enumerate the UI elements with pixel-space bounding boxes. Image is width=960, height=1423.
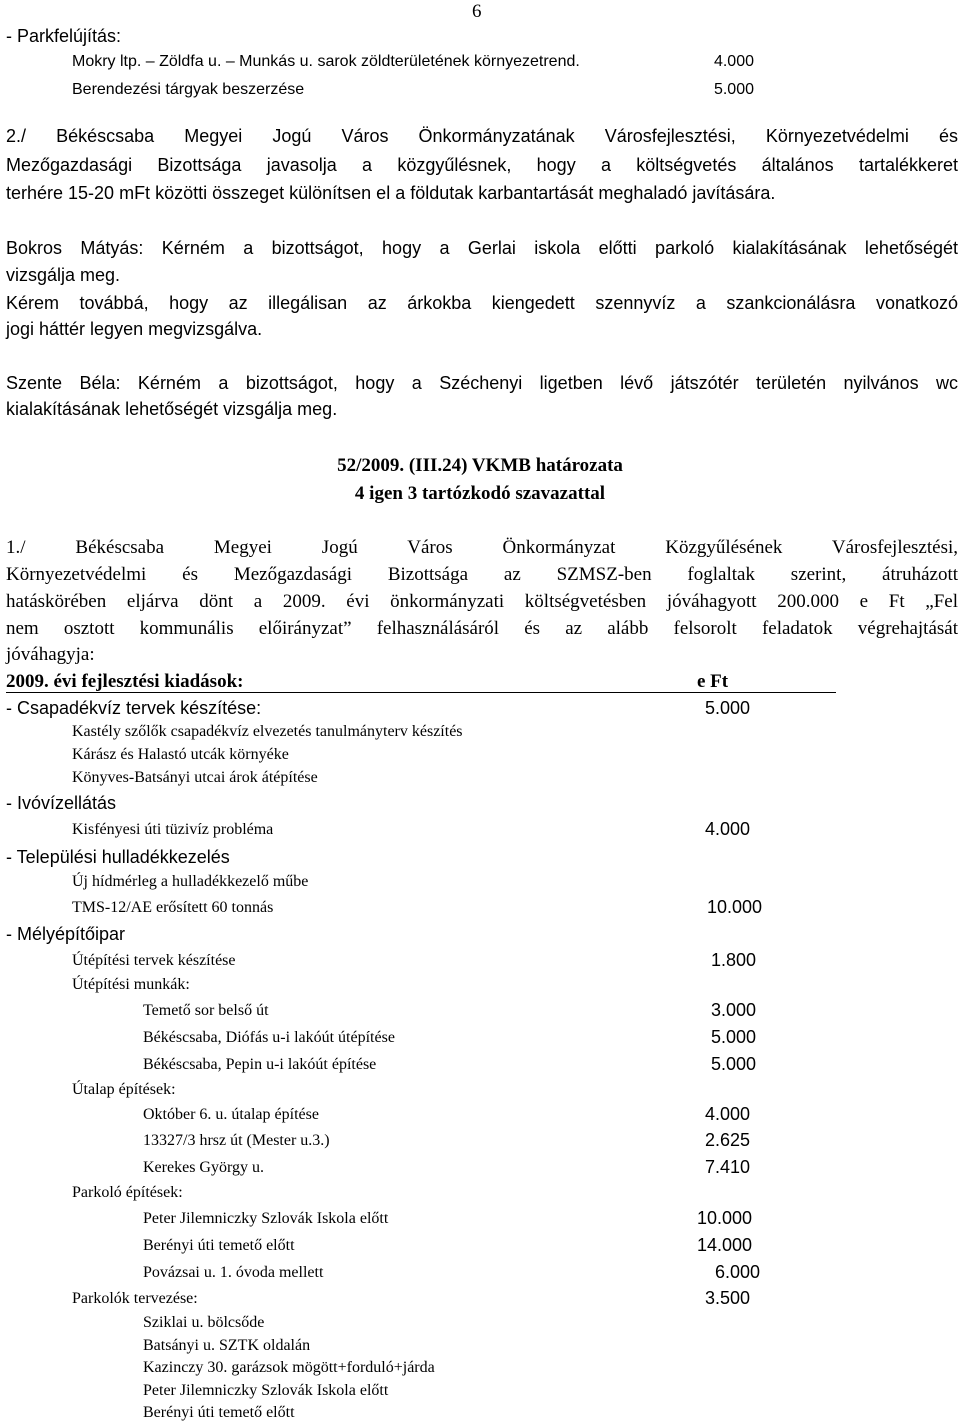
section-amount: 5.000 <box>704 698 750 718</box>
list-item: Könyves-Batsányi utcai árok átépítése <box>72 769 318 786</box>
list-item: Útépítési tervek készítése <box>72 952 236 969</box>
section-heading: - Ivóvízellátás <box>6 793 117 813</box>
list-item: Sziklai u. bölcsőde <box>143 1314 265 1331</box>
point2-line: terhére 15-20 mFt közötti összeget különítsen el a földutak karbantartását meghaladó javítására. <box>6 183 776 203</box>
list-item: Kisfényesi úti tüzivíz probléma <box>72 821 274 838</box>
page-number: 6 <box>472 1 482 22</box>
list-item: Peter Jilemniczky Szlovák Iskola előtt <box>143 1210 389 1227</box>
list-item: Békéscsaba, Pepin u-i lakóút építése <box>143 1056 377 1073</box>
section-heading: - Mélyépítőipar <box>6 924 126 944</box>
point1-line: jóváhagyja: <box>6 644 95 665</box>
list-item: Temető sor belső út <box>143 1002 269 1019</box>
table-header-label: 2009. évi fejlesztési kiadások: <box>6 671 244 692</box>
subsection-label: Útalap építések: <box>72 1081 176 1098</box>
parkfelujitas-item-amount: 5.000 <box>713 81 754 98</box>
resolution-title: 52/2009. (III.24) VKMB határozata <box>337 455 623 476</box>
item-amount: 7.410 <box>704 1157 750 1177</box>
list-item: Békéscsaba, Diófás u-i lakóút útépítése <box>143 1029 395 1046</box>
item-amount: 6.000 <box>714 1262 760 1282</box>
list-item: Peter Jilemniczky Szlovák Iskola előtt <box>143 1382 389 1399</box>
parkfelujitas-heading: - Parkfelújítás: <box>6 26 122 46</box>
list-item: 13327/3 hrsz út (Mester u.3.) <box>143 1132 330 1149</box>
list-item: Kárász és Halastó utcák környéke <box>72 746 289 763</box>
point1-line: nem osztott kommunális előirányzat” felhasználásáról és az alább felsorolt feladatok végrehajtását <box>6 618 958 639</box>
list-item: Batsányi u. SZTK oldalán <box>143 1337 311 1354</box>
header-underline <box>6 692 836 693</box>
table-header-unit: e Ft <box>697 671 729 692</box>
item-amount: 3.500 <box>704 1288 750 1308</box>
list-item: Új hídmérleg a hulladékkezelő műbe <box>72 873 309 890</box>
bokros-line: vizsgálja meg. <box>6 265 121 285</box>
list-item: Kastély szőlők csapadékvíz elvezetés tanulmányterv készítés <box>72 723 463 740</box>
section-heading: - Csapadékvíz tervek készítése: <box>6 698 262 718</box>
parkfelujitas-item-label: Mokry ltp. – Zöldfa u. – Munkás u. sarok zöldterületének környezetrend. <box>72 53 580 70</box>
bokros-line: Bokros Mátyás: Kérném a bizottságot, hogy a Gerlai iskola előtti parkoló kialakításának lehetőségét <box>6 238 958 258</box>
list-item: Kazinczy 30. garázsok mögött+forduló+járda <box>143 1359 435 1376</box>
subsection-label: Parkolók tervezése: <box>72 1290 198 1307</box>
subsection-label: Útépítési munkák: <box>72 976 190 993</box>
item-amount: 4.000 <box>704 1104 750 1124</box>
point1-line: 1./ Békéscsaba Megyei Jogú Város Önkormányzat Közgyűlésének Városfejlesztési, <box>6 537 958 558</box>
item-amount: 2.625 <box>704 1130 750 1150</box>
parkfelujitas-item-label: Berendezési tárgyak beszerzése <box>72 81 305 98</box>
item-amount: 10.000 <box>696 1208 752 1228</box>
list-item: Povázsai u. 1. óvoda mellett <box>143 1264 324 1281</box>
item-amount: 4.000 <box>704 819 750 839</box>
szente-line: Szente Béla: Kérném a bizottságot, hogy a Széchenyi ligetben lévő játszótér területén nyilvános wc <box>6 373 958 393</box>
item-amount: 3.000 <box>710 1000 756 1020</box>
bokros-line: Kérem továbbá, hogy az illegálisan az árkokba kiengedett szennyvíz a szankcionálásra vonatkozó <box>6 293 958 313</box>
resolution-vote: 4 igen 3 tartózkodó szavazattal <box>354 483 606 504</box>
list-item: Kerekes György u. <box>143 1159 265 1176</box>
list-item: Berényi úti temető előtt <box>143 1404 295 1421</box>
item-amount: 14.000 <box>696 1235 752 1255</box>
bokros-line: jogi háttér legyen megvizsgálva. <box>6 319 263 339</box>
item-amount: 5.000 <box>710 1054 756 1074</box>
section-heading: - Települési hulladékkezelés <box>6 847 230 867</box>
item-amount: 5.000 <box>710 1027 756 1047</box>
point2-line: Mezőgazdasági Bizottsága javasolja a közgyűlésnek, hogy a költségvetés általános tartalékkeret <box>6 155 958 175</box>
szente-line: kialakításának lehetőségét vizsgálja meg. <box>6 399 338 419</box>
list-item: Október 6. u. útalap építése <box>143 1106 319 1123</box>
item-amount: 10.000 <box>706 897 762 917</box>
point1-line: Környezetvédelmi és Mezőgazdasági Bizottsága az SZMSZ-ben foglaltak szerint, átruházott <box>6 564 958 585</box>
parkfelujitas-item-amount: 4.000 <box>713 53 754 70</box>
item-amount: 1.800 <box>710 950 756 970</box>
point2-line: 2./ Békéscsaba Megyei Jogú Város Önkormányzatának Városfejlesztési, Környezetvédelmi és <box>6 126 958 146</box>
list-item: TMS-12/AE erősített 60 tonnás <box>72 899 274 916</box>
list-item: Berényi úti temető előtt <box>143 1237 295 1254</box>
point1-line: hatáskörében eljárva dönt a 2009. évi önkormányzati költségvetésben jóváhagyott 200.000 e Ft „Fel <box>6 591 958 612</box>
subsection-label: Parkoló építések: <box>72 1184 183 1201</box>
